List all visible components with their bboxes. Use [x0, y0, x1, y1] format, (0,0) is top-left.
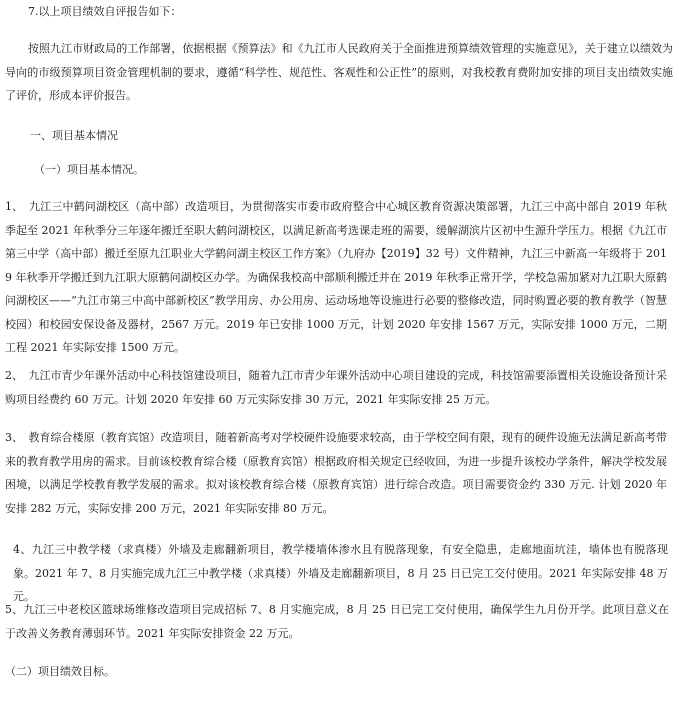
intro-line: 7.以上项目绩效自评报告如下：	[28, 5, 182, 18]
item-3: 3、 教育综合楼原（教育宾馆）改造项目，随着新高考对学校硬件设施要求较高，由于学校空间有限，现有的硬件设施无法满足新高考带来的教育教学用房的需求。目前该校教育综合楼（原教育宾馆）根据政府相关规定已经收回，为进一步提升该校办学条件，解决学校发展困境，以满足学校教育教学发展的需求。拟对该校教育综合楼（原教育宾馆）进行综合改造。项目需要资金约 330 万元. 计划 2020 年安排 282 万元，实际安排 200 万元，2021 年实际安排 80 万元。	[5, 431, 667, 515]
item-5: 5、九江三中老校区篮球场维修改造项目完成招标 7、8 月实施完成，8 月 25 日已完工交付使用，确保学生九月份开学。此项目意义在于改善义务教育薄弱环节。2021 年实际安排资金 22 万元。	[5, 603, 669, 640]
subsection2-heading: （二）项目绩效目标。	[5, 665, 115, 678]
subsection1-heading: （一）项目基本情况。	[34, 163, 144, 176]
item-2: 2、 九江市青少年课外活动中心科技馆建设项目，随着九江市青少年课外活动中心项目建设的完成，科技馆需要添置相关设施设备预计采购项目经费约 60 万元。计划 2020 年安排 60 万元实际安排 30 万元，2021 年实际安排 25 万元。	[5, 369, 667, 406]
section1-heading: 一、项目基本情况	[30, 129, 118, 142]
item-4: 4、九江三中教学楼（求真楼）外墙及走廊翻新项目，教学楼墙体渗水且有脱落现象，有安全隐患，走廊地面坑洼，墙体也有脱落现象。2021 年 7、8 月实施完成九江三中教学楼（求真楼）外墙及走廊翻新项目，8 月 25 日已完工交付使用。2021 年实际安排 48 万元。	[13, 543, 668, 603]
preface-paragraph: 按照九江市财政局的工作部署，依据根据《预算法》和《九江市人民政府关于全面推进预算绩效管理的实施意见》，关于建立以绩效为导向的市级预算项目资金管理机制的要求，遵循“科学性、规范性、客观性和公正性”的原则，对我校教育费附加安排的项目支出绩效实施了评价，形成本评价报告。	[5, 42, 673, 102]
item-1: 1、 九江三中鹤问湖校区（高中部）改造项目，为贯彻落实市委市政府整合中心城区教育资源决策部署，九江三中高中部自 2019 年秋季起至 2021 年秋季分三年逐年搬迁至职大鹤问湖校区，以满足新高考选课走班的需要，缓解湖滨片区初中生源升学压力。根据《九江市第三中学（高中部）搬迁至原九江职业大学鹤问湖主校区工作方案》（九府办【2019】32 号）文件精神，九江三中新高一年级将于 2019 年秋季开学搬迁到九江职大原鹤问湖校区办学。为确保我校高中部顺利搬迁并在 2019 年秋季正常开学，学校急需加紧对九江职大原鹤问湖校区——“九江市第三中高中部新校区”教学用房、办公用房、运动场地等设施进行必要的整修改造，同时购置必要的教育教学（智慧校园）和校园安保设备及器材，2567 万元。2019 年已安排 1000 万元，计划 2020 年安排 1567 万元，实际安排 1000 万元，二期工程 2021 年实际安排 1500 万元。	[5, 200, 667, 354]
